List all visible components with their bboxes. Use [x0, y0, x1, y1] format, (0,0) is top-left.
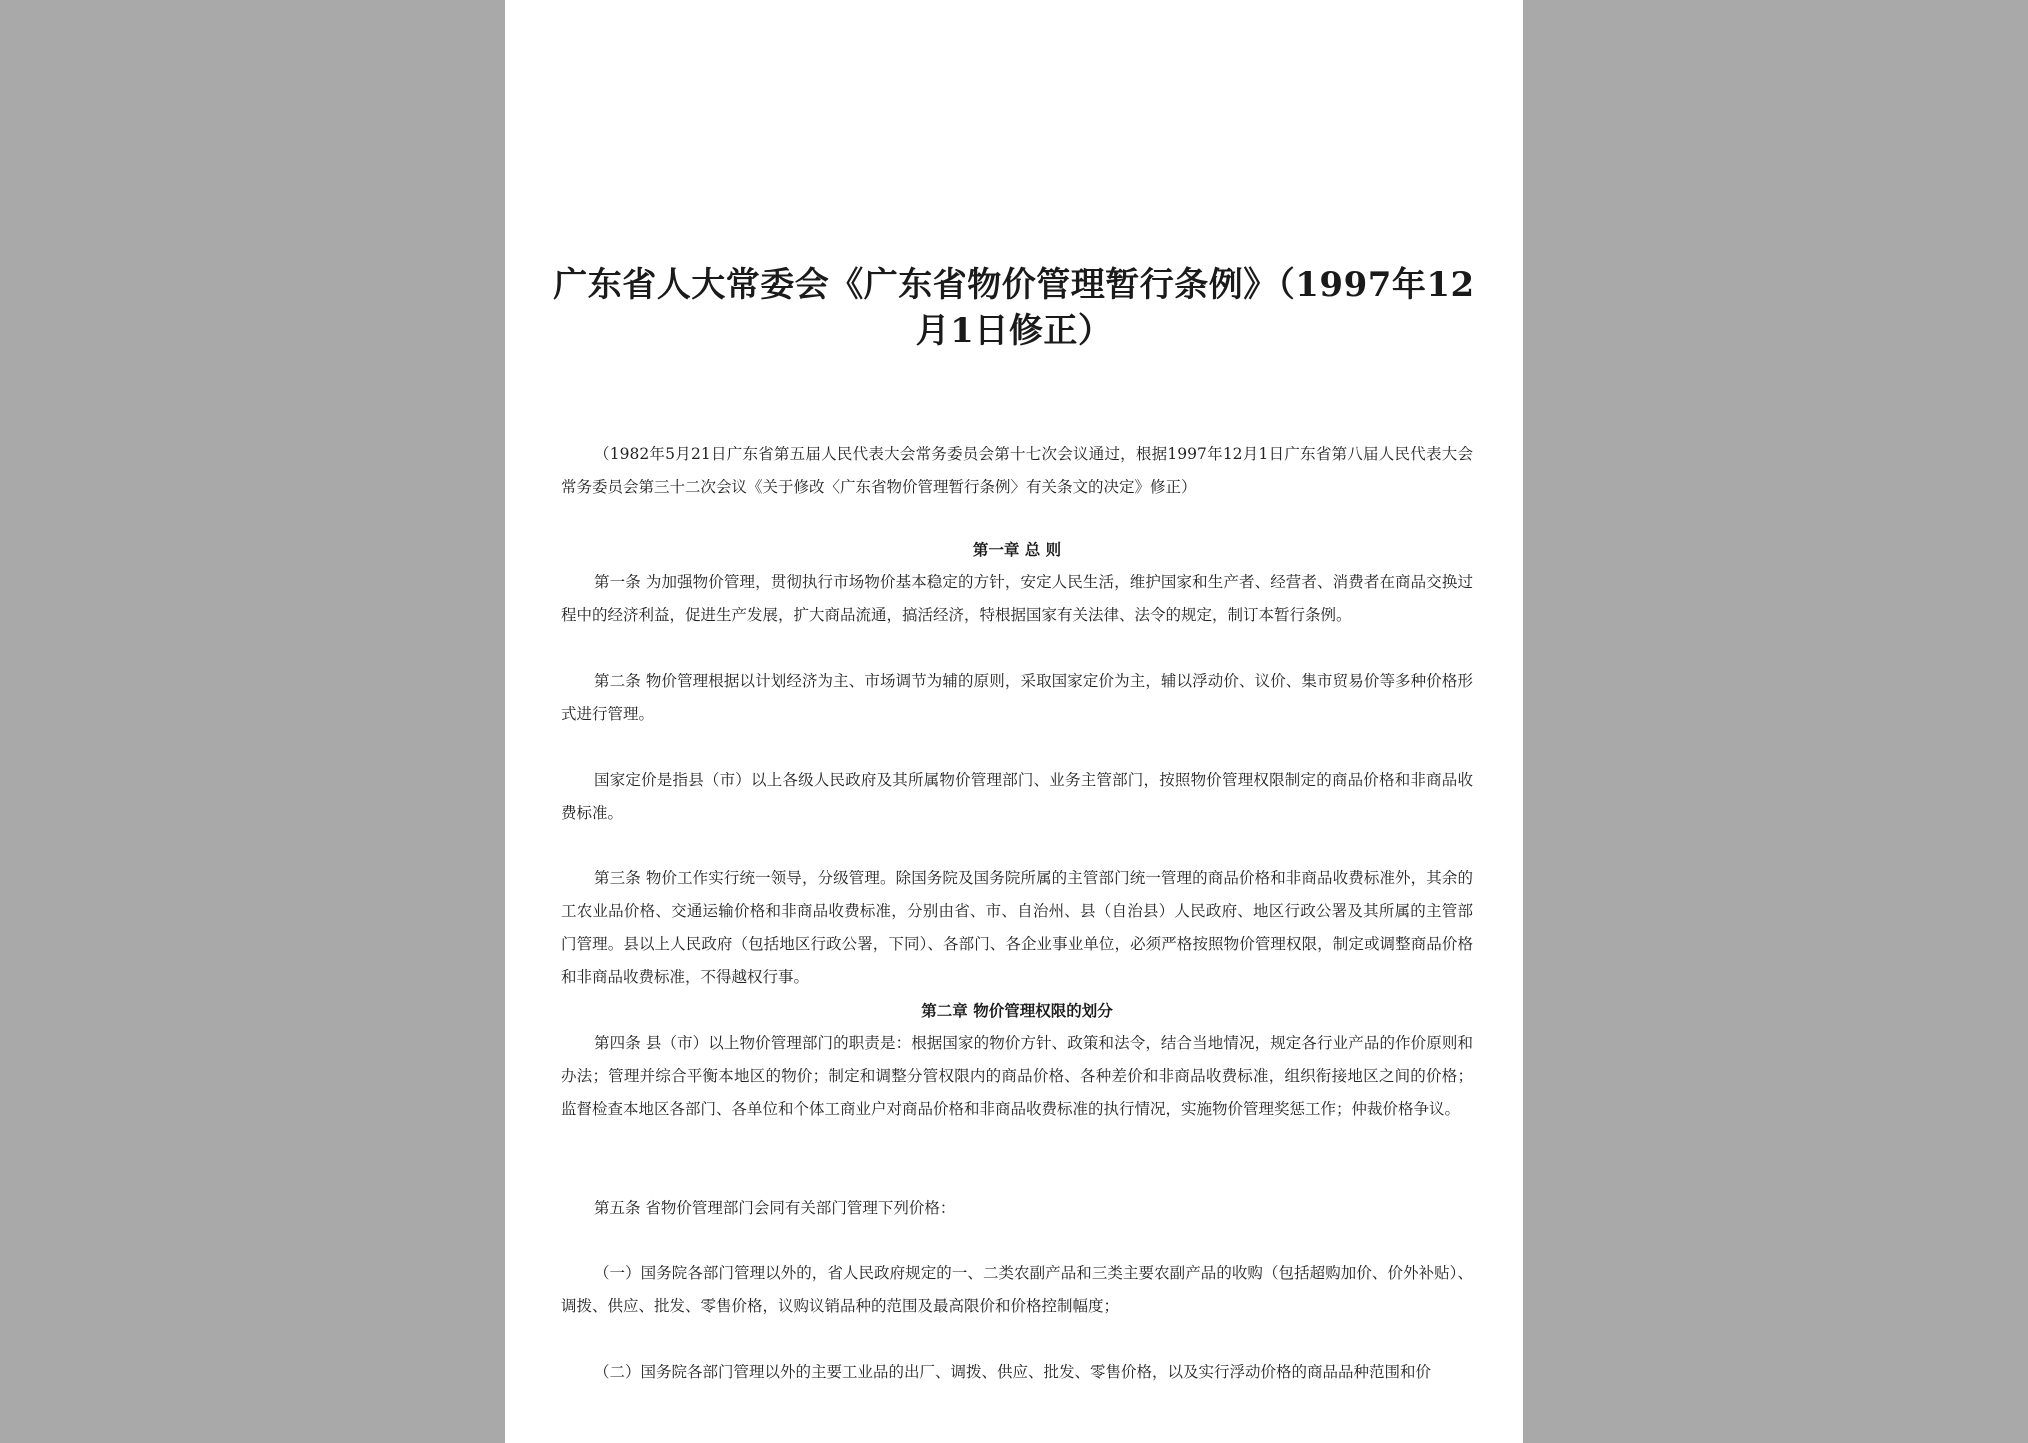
article-5-item-2: （二）国务院各部门管理以外的主要工业品的出厂、调拨、供应、批发、零售价格，以及实行浮动价格的商品品种范围和价: [594, 1363, 1432, 1381]
article-3: 第三条 物价工作实行统一领导，分级管理。除国务院及国务院所属的主管部门统一管理的商品价格和非商品收费标准外，其余的工农业品价格、交通运输价格和非商品收费标准，分别由省、市、自治州、县（自治县）人民政府、地区行政公署及其所属的主管部门管理。县以上人民政府（包括地区行政公署，下同）、各部门、各企业事业单位，必须严格按照物价管理权限，制定或调整商品价格和非商品收费标准，不得越权行事。: [561, 869, 1473, 986]
article-2: 第二条 物价管理根据以计划经济为主、市场调节为辅的原则，采取国家定价为主，辅以浮动价、议价、集市贸易价等多种价格形式进行管理。: [561, 672, 1473, 723]
document-page: [505, 0, 1523, 1443]
article-5: 第五条 省物价管理部门会同有关部门管理下列价格：: [594, 1199, 956, 1217]
chapter-heading-2: 第二章 物价管理权限的划分: [921, 1001, 1113, 1020]
article-4: 第四条 县（市）以上物价管理部门的职责是：根据国家的物价方针、政策和法令，结合当地情况，规定各行业产品的作价原则和办法；管理并综合平衡本地区的物价；制定和调整分管权限内的商品价格、各种差价和非商品收费标准，组织衔接地区之间的价格；监督检查本地区各部门、各单位和个体工商业户对商品价格和非商品收费标准的执行情况，实施物价管理奖惩工作；仲裁价格争议。: [561, 1034, 1473, 1118]
chapter-heading-1: 第一章 总 则: [972, 540, 1062, 559]
document-title: 广东省人大常委会《广东省物价管理暂行条例》（1997年12月1日修正）: [553, 265, 1475, 351]
preamble: （1982年5月21日广东省第五届人民代表大会常务委员会第十七次会议通过，根据1997年12月1日广东省第八届人民代表大会常务委员会第三十二次会议《关于修改〈广东省物价管理暂行条例〉有关条文的决定》修正）: [561, 445, 1473, 496]
article-5-item-1: （一）国务院各部门管理以外的，省人民政府规定的一、二类农副产品和三类主要农副产品的收购（包括超购加价、价外补贴）、调拨、供应、批发、零售价格，议购议销品种的范围及最高限价和价格控制幅度；: [561, 1264, 1473, 1315]
article-2-paragraph-2: 国家定价是指县（市）以上各级人民政府及其所属物价管理部门、业务主管部门，按照物价管理权限制定的商品价格和非商品收费标准。: [561, 771, 1473, 822]
article-1: 第一条 为加强物价管理，贯彻执行市场物价基本稳定的方针，安定人民生活，维护国家和生产者、经营者、消费者在商品交换过程中的经济利益，促进生产发展，扩大商品流通，搞活经济，特根据国家有关法律、法令的规定，制订本暂行条例。: [561, 573, 1473, 624]
